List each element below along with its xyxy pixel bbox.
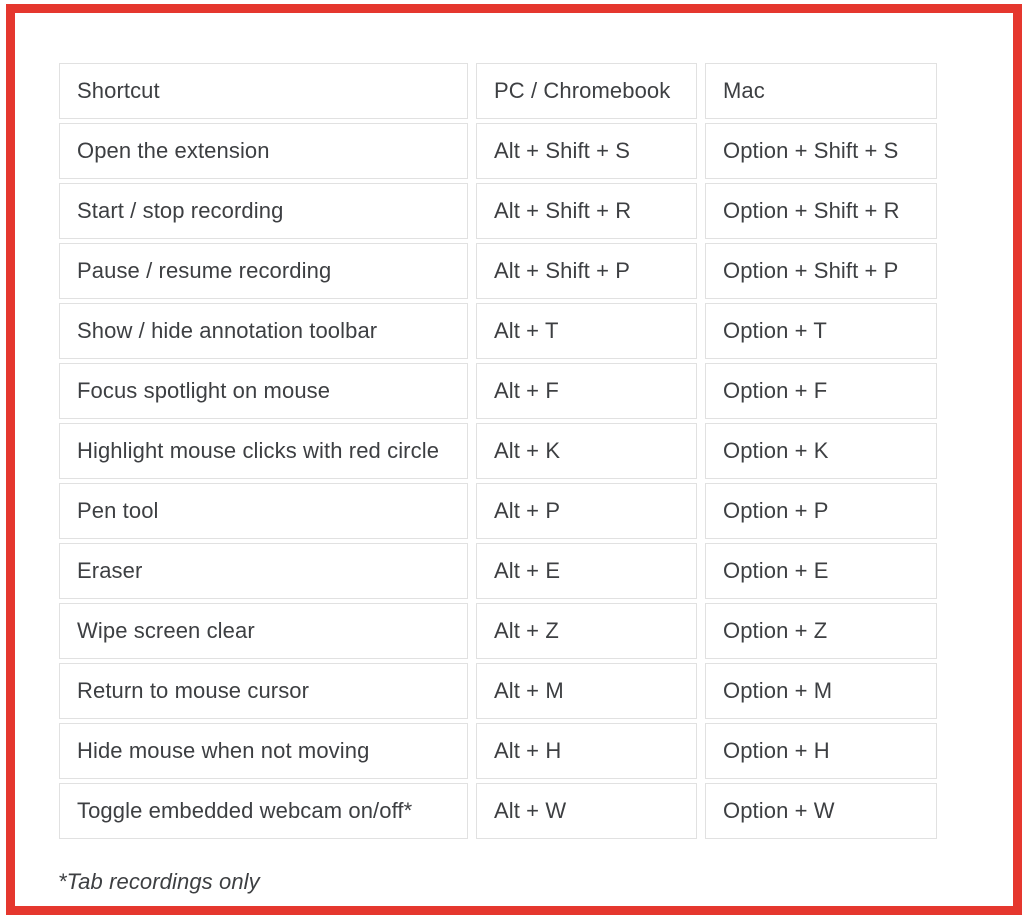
- shortcut-name-cell: Focus spotlight on mouse: [59, 363, 468, 419]
- mac-shortcut-cell: Option + Z: [705, 603, 937, 659]
- pc-shortcut-cell: Alt + Shift + S: [476, 123, 697, 179]
- shortcut-name-cell: Open the extension: [59, 123, 468, 179]
- shortcut-name-cell: Pause / resume recording: [59, 243, 468, 299]
- shortcut-name-cell: Start / stop recording: [59, 183, 468, 239]
- mac-shortcut-cell: Option + E: [705, 543, 937, 599]
- pc-shortcut-cell: Alt + F: [476, 363, 697, 419]
- mac-shortcut-cell: Option + P: [705, 483, 937, 539]
- mac-shortcut-cell: Option + Shift + S: [705, 123, 937, 179]
- shortcut-name-cell: Pen tool: [59, 483, 468, 539]
- shortcut-name-cell: Wipe screen clear: [59, 603, 468, 659]
- pc-shortcut-cell: Alt + P: [476, 483, 697, 539]
- mac-shortcut-cell: Option + K: [705, 423, 937, 479]
- mac-shortcut-cell: Option + Shift + R: [705, 183, 937, 239]
- pc-shortcut-cell: Alt + K: [476, 423, 697, 479]
- shortcut-name-cell: Return to mouse cursor: [59, 663, 468, 719]
- mac-shortcut-cell: Option + W: [705, 783, 937, 839]
- mac-shortcut-cell: Option + T: [705, 303, 937, 359]
- pc-shortcut-cell: Alt + Shift + R: [476, 183, 697, 239]
- pc-shortcut-cell: Alt + E: [476, 543, 697, 599]
- shortcuts-table: [59, 63, 937, 839]
- pc-shortcut-cell: Alt + Shift + P: [476, 243, 697, 299]
- shortcut-name-cell: Highlight mouse clicks with red circle: [59, 423, 468, 479]
- shortcut-name-cell: Toggle embedded webcam on/off*: [59, 783, 468, 839]
- pc-shortcut-cell: Alt + Z: [476, 603, 697, 659]
- pc-shortcut-cell: Alt + M: [476, 663, 697, 719]
- mac-shortcut-cell: Option + F: [705, 363, 937, 419]
- column-header-pc-chromebook: PC / Chromebook: [476, 63, 697, 119]
- pc-shortcut-cell: Alt + T: [476, 303, 697, 359]
- pc-shortcut-cell: Alt + W: [476, 783, 697, 839]
- mac-shortcut-cell: Option + Shift + P: [705, 243, 937, 299]
- mac-shortcut-cell: Option + H: [705, 723, 937, 779]
- shortcut-name-cell: Hide mouse when not moving: [59, 723, 468, 779]
- shortcut-name-cell: Eraser: [59, 543, 468, 599]
- pc-shortcut-cell: Alt + H: [476, 723, 697, 779]
- mac-shortcut-cell: Option + M: [705, 663, 937, 719]
- column-header-mac: Mac: [705, 63, 937, 119]
- footnote: *Tab recordings only: [58, 869, 260, 894]
- column-header-shortcut: Shortcut: [59, 63, 468, 119]
- shortcut-name-cell: Show / hide annotation toolbar: [59, 303, 468, 359]
